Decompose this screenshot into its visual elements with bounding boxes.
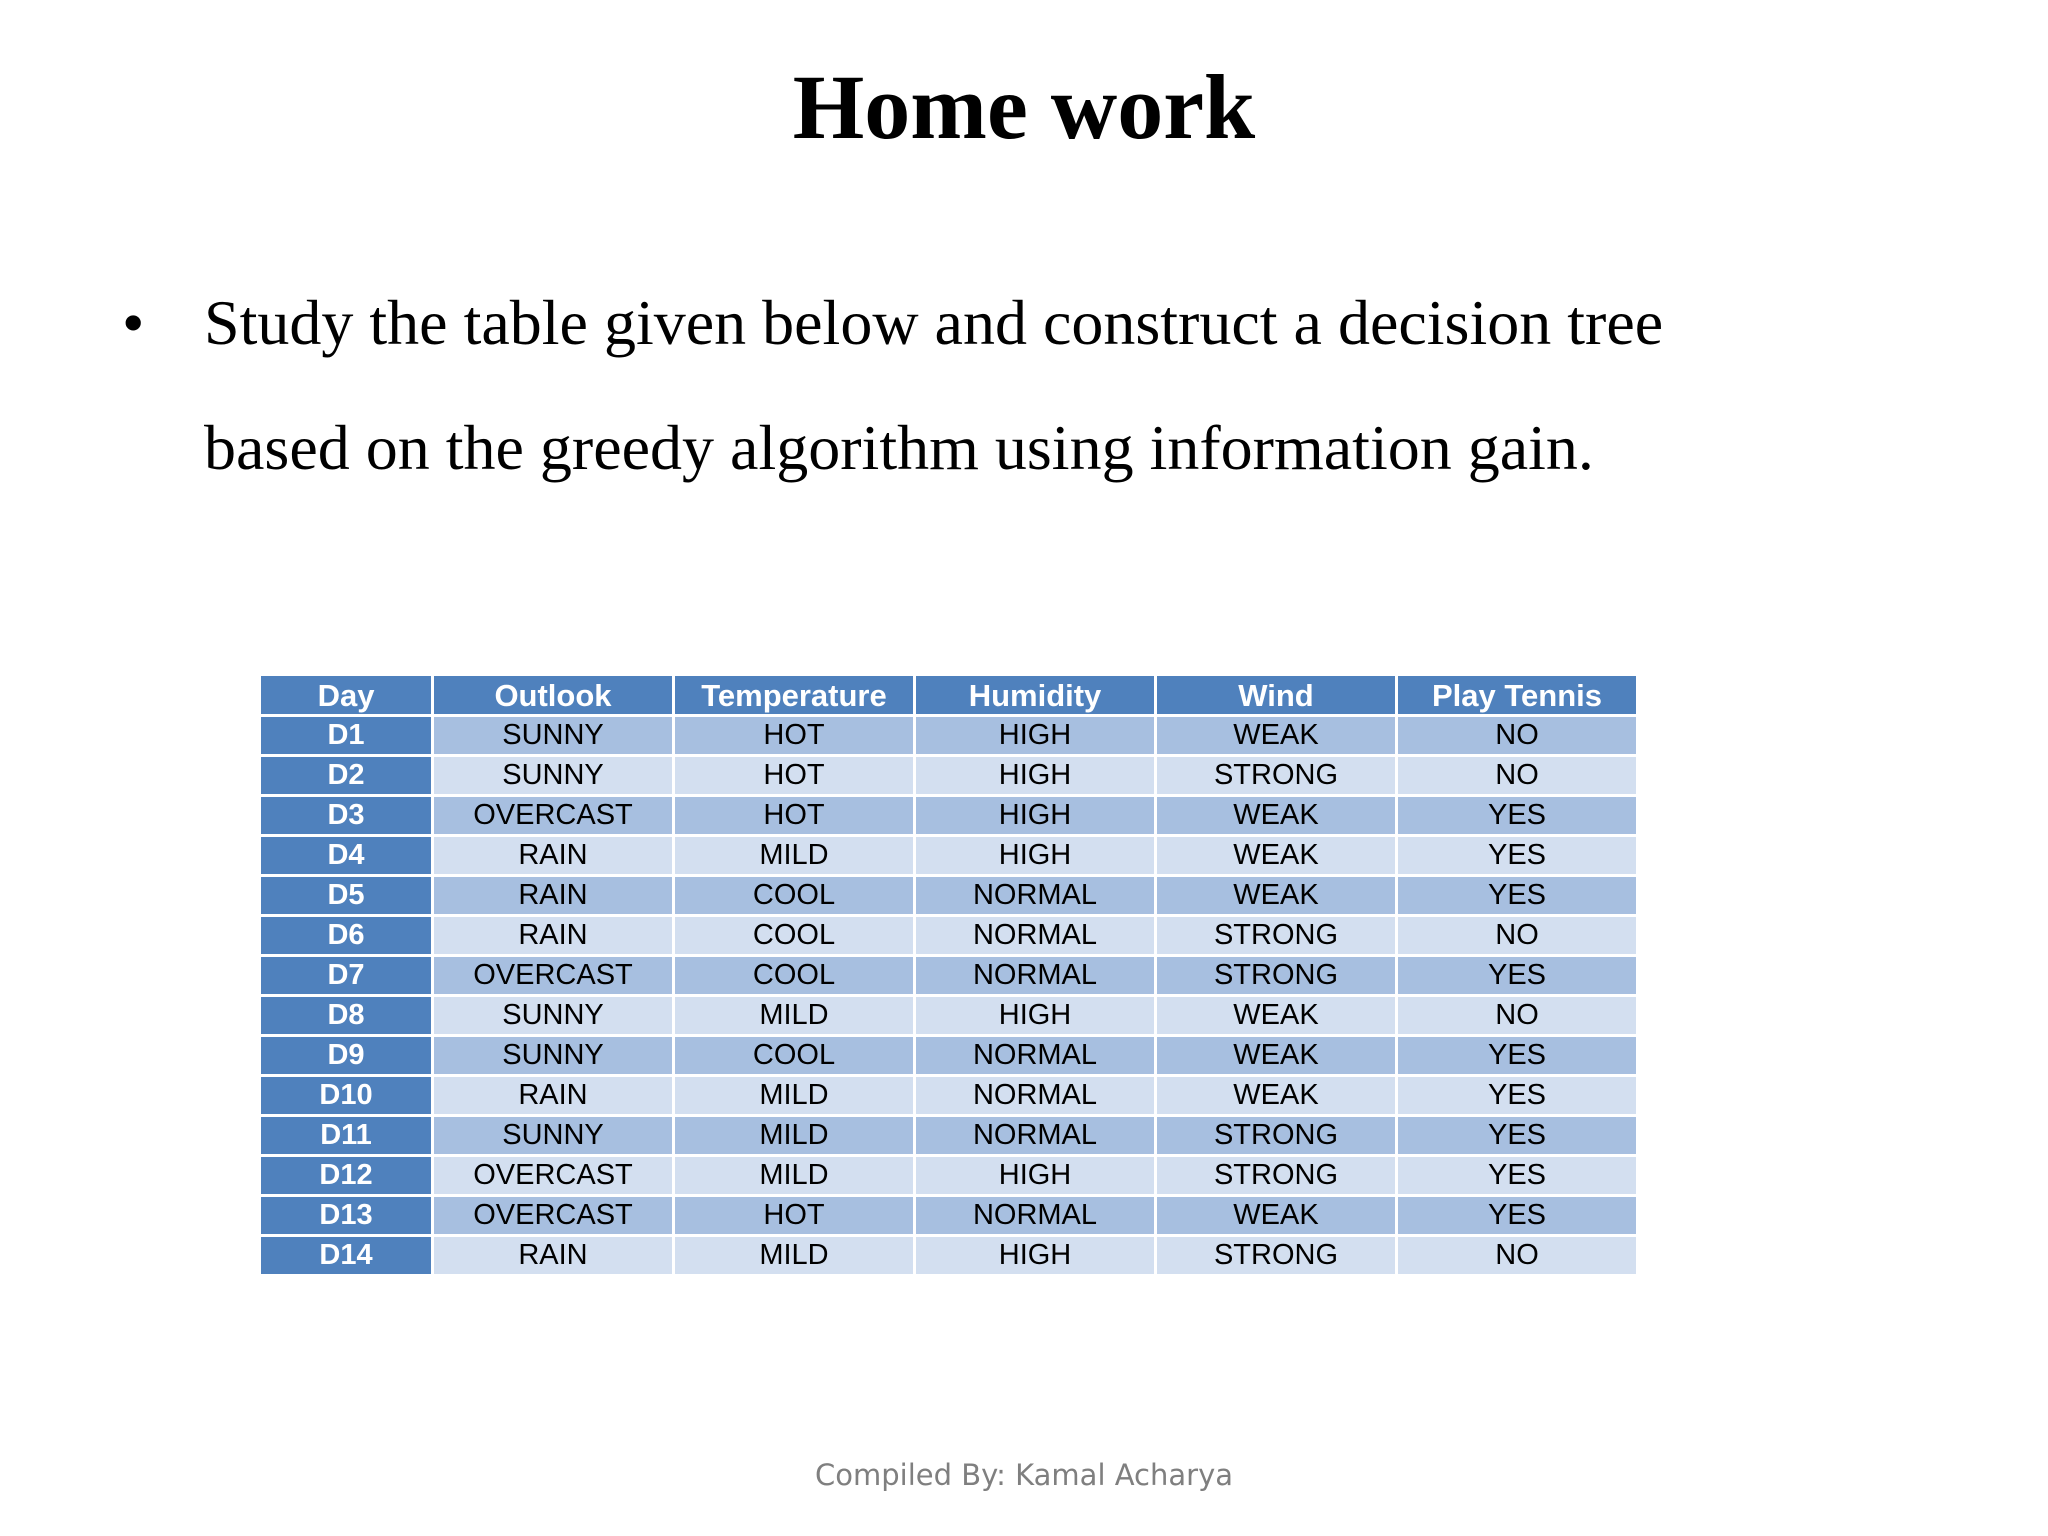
cell-humidity: HIGH bbox=[916, 837, 1154, 874]
cell-day: D14 bbox=[261, 1237, 431, 1274]
cell-temperature: COOL bbox=[675, 1037, 913, 1074]
cell-wind: WEAK bbox=[1157, 1077, 1395, 1114]
cell-wind: WEAK bbox=[1157, 1037, 1395, 1074]
cell-day: D10 bbox=[261, 1077, 431, 1114]
cell-day: D1 bbox=[261, 717, 431, 754]
cell-outlook: RAIN bbox=[434, 877, 672, 914]
cell-temperature: COOL bbox=[675, 957, 913, 994]
table-row bbox=[261, 1237, 1636, 1274]
cell-temperature: HOT bbox=[675, 717, 913, 754]
cell-play-tennis: YES bbox=[1398, 1157, 1636, 1194]
header-wind: Wind bbox=[1157, 676, 1395, 714]
cell-play-tennis: NO bbox=[1398, 997, 1636, 1034]
cell-temperature: HOT bbox=[675, 797, 913, 834]
cell-outlook: OVERCAST bbox=[434, 957, 672, 994]
cell-temperature: MILD bbox=[675, 1117, 913, 1154]
table-row bbox=[261, 997, 1636, 1034]
cell-wind: STRONG bbox=[1157, 957, 1395, 994]
cell-play-tennis: YES bbox=[1398, 1037, 1636, 1074]
cell-day: D7 bbox=[261, 957, 431, 994]
cell-wind: WEAK bbox=[1157, 797, 1395, 834]
cell-day: D5 bbox=[261, 877, 431, 914]
cell-humidity: HIGH bbox=[916, 717, 1154, 754]
cell-outlook: OVERCAST bbox=[434, 797, 672, 834]
cell-day: D6 bbox=[261, 917, 431, 954]
cell-temperature: MILD bbox=[675, 837, 913, 874]
cell-outlook: RAIN bbox=[434, 1237, 672, 1274]
cell-wind: WEAK bbox=[1157, 997, 1395, 1034]
cell-humidity: NORMAL bbox=[916, 1117, 1154, 1154]
cell-play-tennis: YES bbox=[1398, 877, 1636, 914]
cell-outlook: SUNNY bbox=[434, 717, 672, 754]
cell-outlook: SUNNY bbox=[434, 997, 672, 1034]
table-row bbox=[261, 877, 1636, 914]
table-body bbox=[261, 717, 1636, 1274]
table-row bbox=[261, 837, 1636, 874]
cell-humidity: HIGH bbox=[916, 757, 1154, 794]
cell-outlook: SUNNY bbox=[434, 1037, 672, 1074]
table-row bbox=[261, 1157, 1636, 1194]
table-row bbox=[261, 957, 1636, 994]
table-header-row bbox=[261, 676, 1636, 714]
cell-play-tennis: NO bbox=[1398, 717, 1636, 754]
cell-play-tennis: YES bbox=[1398, 797, 1636, 834]
cell-temperature: COOL bbox=[675, 917, 913, 954]
table-row bbox=[261, 917, 1636, 954]
play-tennis-table bbox=[258, 673, 1639, 1277]
cell-humidity: NORMAL bbox=[916, 1197, 1154, 1234]
table-row bbox=[261, 717, 1636, 754]
cell-temperature: MILD bbox=[675, 997, 913, 1034]
header-humidity: Humidity bbox=[916, 676, 1154, 714]
cell-play-tennis: NO bbox=[1398, 757, 1636, 794]
cell-humidity: NORMAL bbox=[916, 957, 1154, 994]
bullet-text-line-1: Study the table given below and construct a decision tree bbox=[204, 287, 1664, 358]
bullet-icon: • bbox=[122, 287, 145, 358]
cell-day: D9 bbox=[261, 1037, 431, 1074]
cell-outlook: SUNNY bbox=[434, 1117, 672, 1154]
cell-temperature: HOT bbox=[675, 1197, 913, 1234]
cell-play-tennis: YES bbox=[1398, 837, 1636, 874]
cell-temperature: MILD bbox=[675, 1237, 913, 1274]
table-row bbox=[261, 1117, 1636, 1154]
cell-day: D8 bbox=[261, 997, 431, 1034]
cell-play-tennis: YES bbox=[1398, 1197, 1636, 1234]
table-row bbox=[261, 1037, 1636, 1074]
cell-day: D3 bbox=[261, 797, 431, 834]
cell-outlook: OVERCAST bbox=[434, 1157, 672, 1194]
bullet-text-line-2: based on the greedy algorithm using information gain. bbox=[204, 412, 1594, 483]
bullet-text bbox=[204, 260, 1904, 510]
cell-day: D11 bbox=[261, 1117, 431, 1154]
cell-humidity: NORMAL bbox=[916, 1037, 1154, 1074]
cell-wind: STRONG bbox=[1157, 1117, 1395, 1154]
slide-title: Home work bbox=[792, 56, 1256, 158]
cell-wind: STRONG bbox=[1157, 757, 1395, 794]
header-temperature: Temperature bbox=[675, 676, 913, 714]
cell-humidity: HIGH bbox=[916, 1157, 1154, 1194]
cell-temperature: HOT bbox=[675, 757, 913, 794]
footer-credit: Compiled By: Kamal Acharya bbox=[814, 1458, 1234, 1492]
cell-outlook: SUNNY bbox=[434, 757, 672, 794]
cell-humidity: HIGH bbox=[916, 997, 1154, 1034]
header-play-tennis: Play Tennis bbox=[1398, 676, 1636, 714]
cell-temperature: MILD bbox=[675, 1157, 913, 1194]
cell-temperature: MILD bbox=[675, 1077, 913, 1114]
cell-day: D12 bbox=[261, 1157, 431, 1194]
cell-day: D13 bbox=[261, 1197, 431, 1234]
table-row bbox=[261, 757, 1636, 794]
table-row bbox=[261, 797, 1636, 834]
cell-play-tennis: YES bbox=[1398, 1117, 1636, 1154]
cell-temperature: COOL bbox=[675, 877, 913, 914]
cell-humidity: NORMAL bbox=[916, 917, 1154, 954]
cell-wind: STRONG bbox=[1157, 1157, 1395, 1194]
cell-play-tennis: NO bbox=[1398, 917, 1636, 954]
cell-wind: WEAK bbox=[1157, 837, 1395, 874]
cell-humidity: NORMAL bbox=[916, 877, 1154, 914]
cell-outlook: OVERCAST bbox=[434, 1197, 672, 1234]
cell-wind: WEAK bbox=[1157, 877, 1395, 914]
cell-humidity: HIGH bbox=[916, 1237, 1154, 1274]
cell-day: D4 bbox=[261, 837, 431, 874]
cell-wind: STRONG bbox=[1157, 917, 1395, 954]
cell-outlook: RAIN bbox=[434, 917, 672, 954]
cell-humidity: HIGH bbox=[916, 797, 1154, 834]
cell-wind: WEAK bbox=[1157, 1197, 1395, 1234]
table-row bbox=[261, 1077, 1636, 1114]
cell-play-tennis: YES bbox=[1398, 1077, 1636, 1114]
header-day: Day bbox=[261, 676, 431, 714]
cell-play-tennis: NO bbox=[1398, 1237, 1636, 1274]
table-row bbox=[261, 1197, 1636, 1234]
header-outlook: Outlook bbox=[434, 676, 672, 714]
cell-outlook: RAIN bbox=[434, 1077, 672, 1114]
cell-outlook: RAIN bbox=[434, 837, 672, 874]
cell-humidity: NORMAL bbox=[916, 1077, 1154, 1114]
cell-play-tennis: YES bbox=[1398, 957, 1636, 994]
cell-wind: WEAK bbox=[1157, 717, 1395, 754]
cell-day: D2 bbox=[261, 757, 431, 794]
cell-wind: STRONG bbox=[1157, 1237, 1395, 1274]
